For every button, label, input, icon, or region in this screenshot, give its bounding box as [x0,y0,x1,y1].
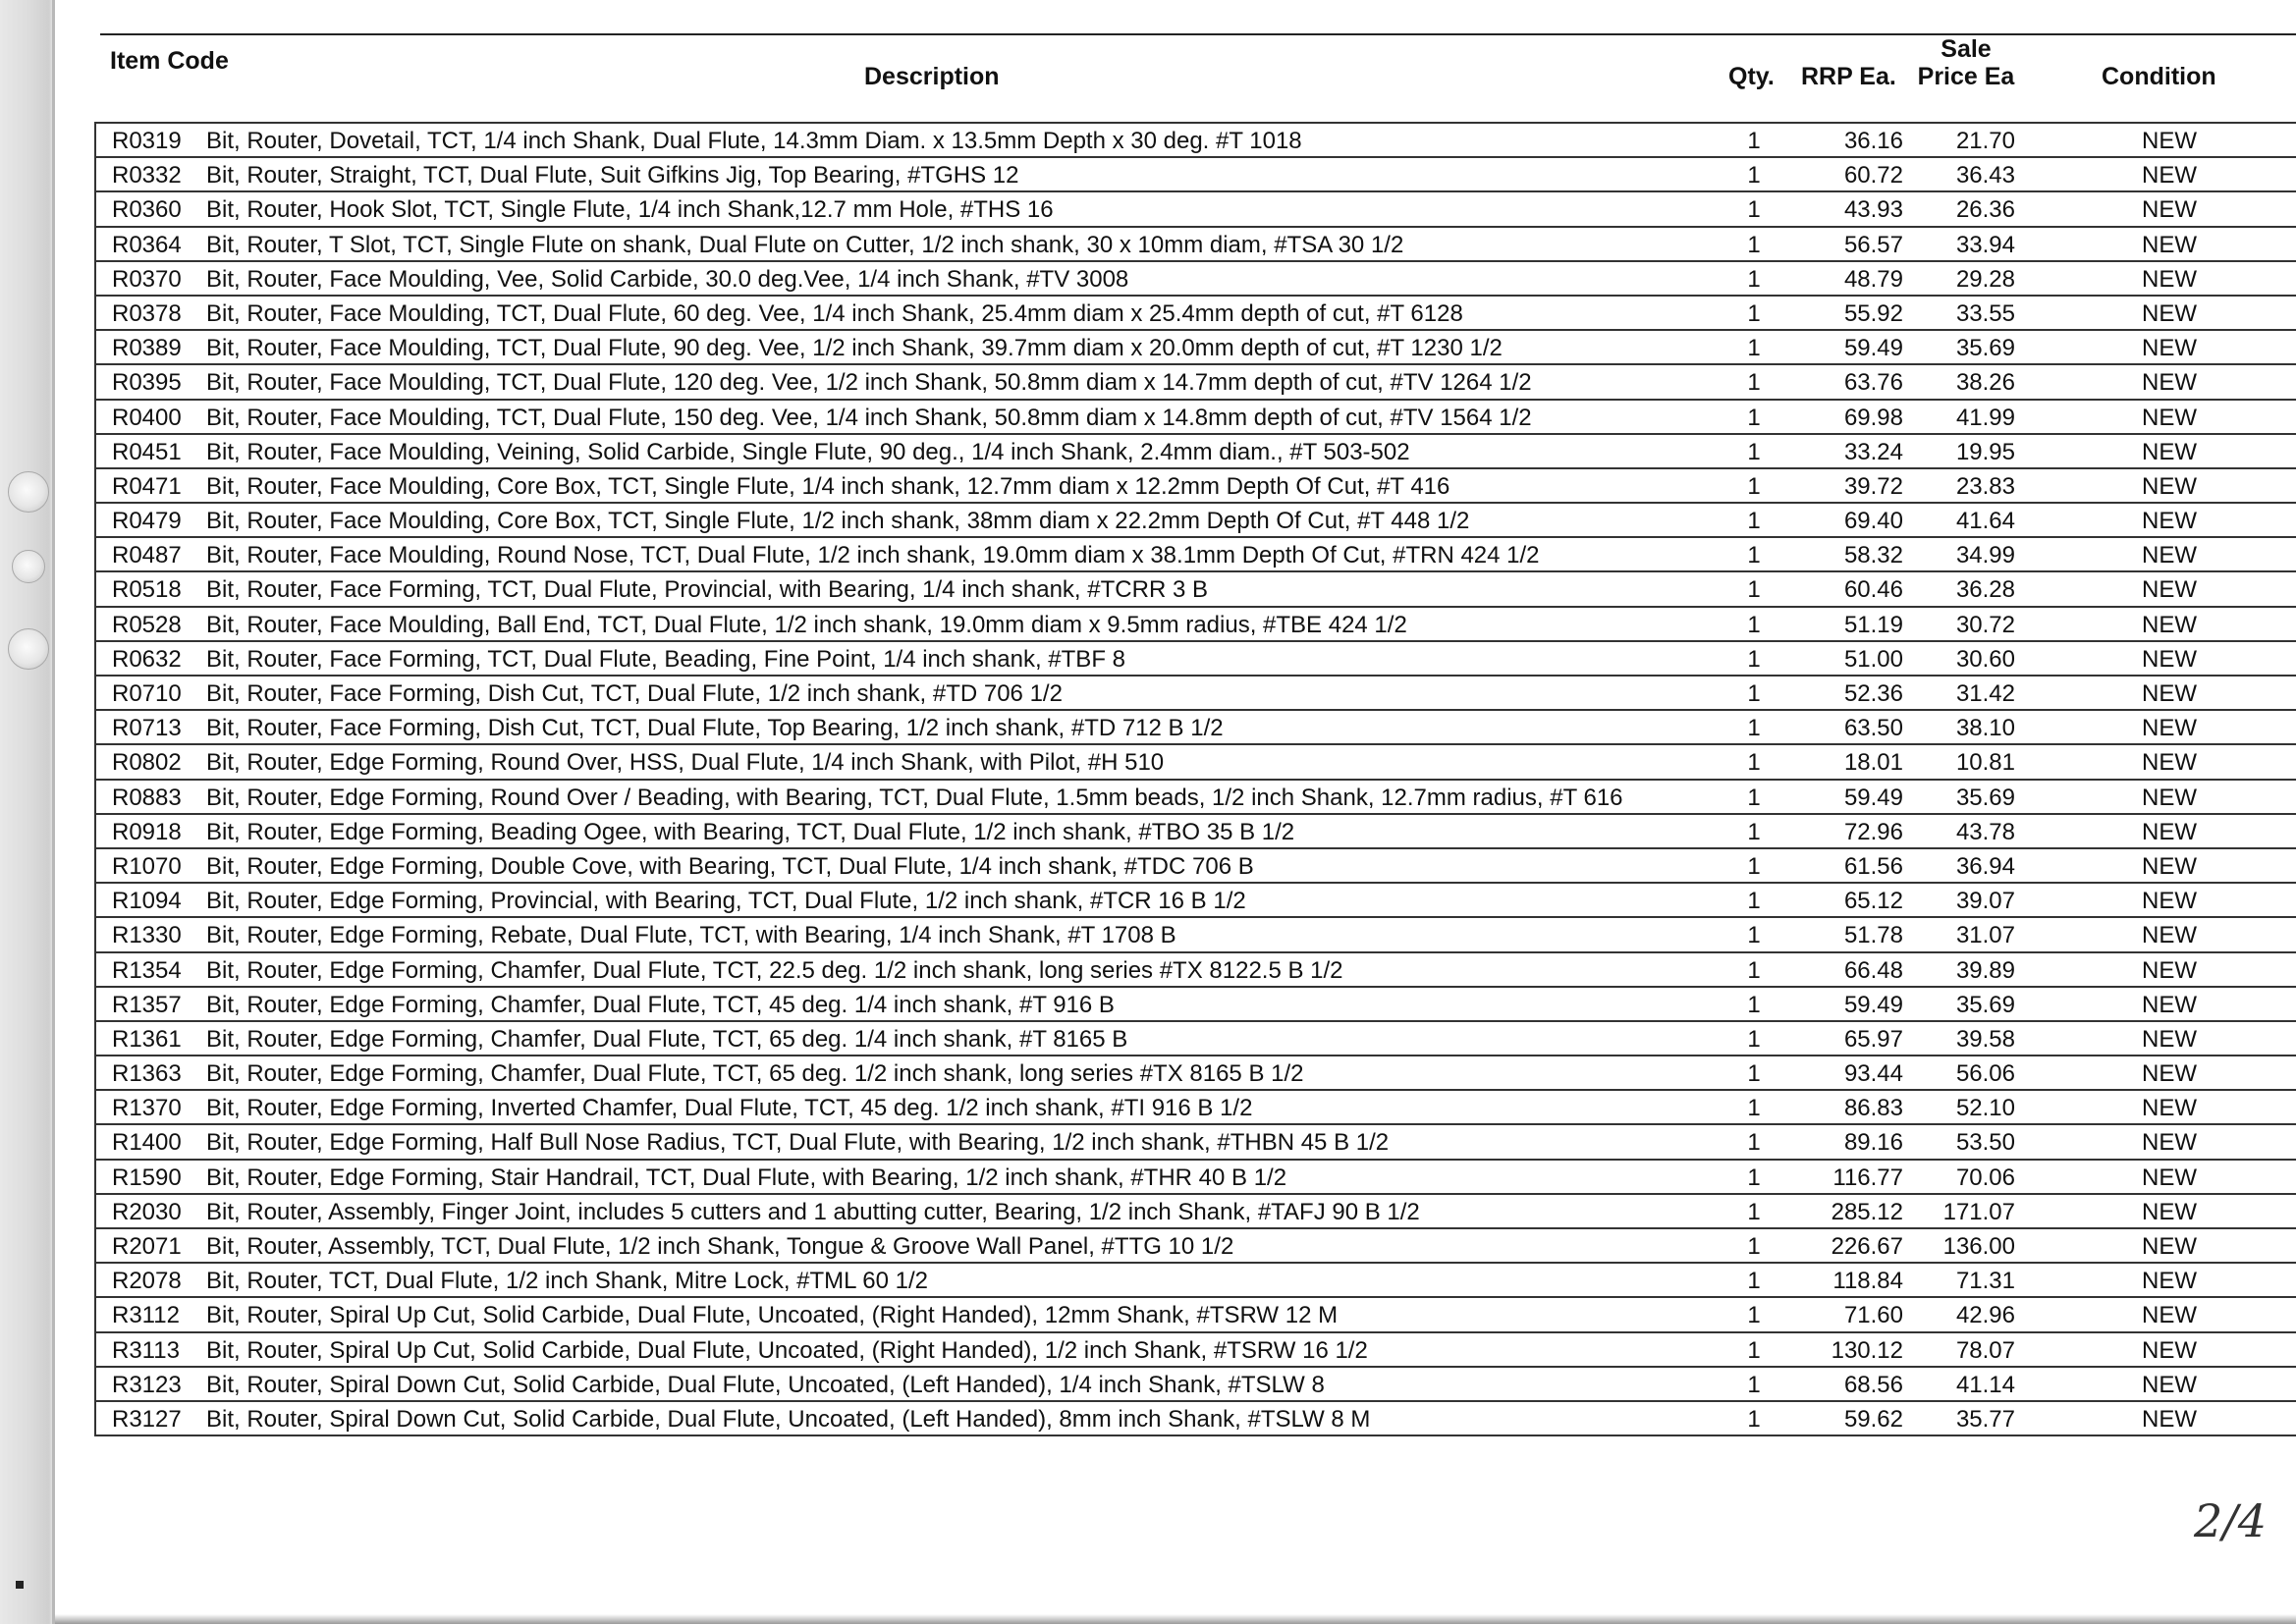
table-row [94,1402,2296,1436]
rrp-cell: 58.32 [1843,542,1903,569]
description-cell: Bit, Router, Edge Forming, Stair Handrail, TCT, Dual Flute, with Bearing, 1/2 inch shank, #THR 40 B 1/2 [206,1164,1287,1191]
description-cell: Bit, Router, Face Moulding, Core Box, TCT, Single Flute, 1/2 inch shank, 38mm diam x 22.2mm Depth Of Cut, #T 448 1/2 [206,508,1470,535]
description-cell: Bit, Router, Face Moulding, Round Nose, TCT, Dual Flute, 1/2 inch shank, 19.0mm diam x 38.1mm Depth Of Cut, #TRN 424 1/2 [206,542,1540,569]
item-code-cell: R2078 [112,1268,182,1295]
condition-cell: NEW [2142,715,2197,742]
item-code-cell: R1070 [112,852,182,880]
condition-cell: NEW [2142,1025,2197,1053]
item-code-cell: R0713 [112,715,182,742]
rrp-cell: 59.62 [1843,1405,1903,1433]
rrp-cell: 68.56 [1843,1371,1903,1398]
table-row [94,988,2296,1022]
item-code-cell: R0370 [112,265,182,293]
sale-price-cell: 29.28 [1955,265,2015,293]
condition-cell: NEW [2142,1268,2197,1295]
item-code-cell: R1590 [112,1164,182,1191]
condition-cell: NEW [2142,680,2197,707]
condition-cell: NEW [2142,749,2197,777]
qty-cell: 1 [1747,818,1761,845]
condition-cell: NEW [2142,231,2197,258]
sale-price-cell: 36.94 [1955,852,2015,880]
table-row [94,884,2296,918]
rrp-cell: 52.36 [1843,680,1903,707]
qty-cell: 1 [1747,231,1761,258]
rrp-cell: 59.49 [1843,991,1903,1018]
condition-cell: NEW [2142,369,2197,397]
sale-price-cell: 19.95 [1955,438,2015,465]
sale-price-cell: 39.89 [1955,956,2015,984]
sale-price-cell: 36.28 [1955,576,2015,604]
condition-cell: NEW [2142,1198,2197,1225]
item-code-cell: R1094 [112,888,182,915]
rrp-cell: 61.56 [1843,852,1903,880]
rrp-cell: 65.12 [1843,888,1903,915]
table-row [94,262,2296,297]
table-row [94,677,2296,711]
table-row [94,331,2296,365]
qty-cell: 1 [1747,1405,1761,1433]
qty-cell: 1 [1747,128,1761,154]
table-row [94,1195,2296,1229]
qty-cell: 1 [1747,749,1761,777]
condition-cell: NEW [2142,1371,2197,1398]
item-code-cell: R1400 [112,1129,182,1157]
item-code-cell: R1357 [112,991,182,1018]
condition-cell: NEW [2142,956,2197,984]
item-code-cell: R0400 [112,404,182,431]
description-cell: Bit, Router, Edge Forming, Chamfer, Dual Flute, TCT, 45 deg. 1/4 inch shank, #T 916 B [206,991,1115,1018]
sale-price-cell: 56.06 [1955,1060,2015,1088]
rrp-cell: 69.98 [1843,404,1903,431]
item-code-cell: R1363 [112,1060,182,1088]
header-description: Description [864,63,1000,90]
sale-price-cell: 21.70 [1955,128,2015,154]
description-cell: Bit, Router, Straight, TCT, Dual Flute, Suit Gifkins Jig, Top Bearing, #TGHS 12 [206,162,1019,189]
description-cell: Bit, Router, Edge Forming, Chamfer, Dual Flute, TCT, 65 deg. 1/2 inch shank, long series #TX 8165 B 1/2 [206,1060,1304,1088]
description-cell: Bit, Router, Hook Slot, TCT, Single Flute, 1/4 inch Shank,12.7 mm Hole, #THS 16 [206,196,1054,224]
qty-cell: 1 [1747,1336,1761,1364]
qty-cell: 1 [1747,335,1761,362]
condition-cell: NEW [2142,438,2197,465]
rrp-cell: 56.57 [1843,231,1903,258]
description-cell: Bit, Router, Edge Forming, Beading Ogee, with Bearing, TCT, Dual Flute, 1/2 inch shank, #TBO 35 B 1/2 [206,818,1295,845]
sale-price-cell: 31.07 [1955,922,2015,949]
sale-price-cell: 30.72 [1955,611,2015,638]
table-row [94,365,2296,400]
header-condition: Condition [2102,63,2216,90]
qty-cell: 1 [1747,1302,1761,1329]
condition-cell: NEW [2142,1164,2197,1191]
description-cell: Bit, Router, Face Moulding, Vee, Solid Carbide, 30.0 deg.Vee, 1/4 inch Shank, #TV 3008 [206,265,1129,293]
item-code-cell: R0395 [112,369,182,397]
rrp-cell: 116.77 [1832,1164,1903,1191]
condition-cell: NEW [2142,128,2197,154]
rrp-cell: 93.44 [1843,1060,1903,1088]
qty-cell: 1 [1747,1371,1761,1398]
sale-price-cell: 33.94 [1955,231,2015,258]
sale-price-cell: 39.58 [1955,1025,2015,1053]
condition-cell: NEW [2142,196,2197,224]
item-code-cell: R3127 [112,1405,182,1433]
description-cell: Bit, Router, Edge Forming, Round Over, HSS, Dual Flute, 1/4 inch Shank, with Pilot, #H 510 [206,749,1165,777]
qty-cell: 1 [1747,1129,1761,1157]
qty-cell: 1 [1747,404,1761,431]
qty-cell: 1 [1747,784,1761,811]
item-code-cell: R0883 [112,784,182,811]
table-row [94,158,2296,192]
qty-cell: 1 [1747,542,1761,569]
item-code-cell: R0518 [112,576,182,604]
rrp-cell: 60.72 [1843,162,1903,189]
table-row [94,711,2296,745]
condition-cell: NEW [2142,576,2197,604]
punch-hole [12,550,45,583]
sale-price-cell: 31.42 [1955,680,2015,707]
condition-cell: NEW [2142,299,2197,327]
table-row [94,1056,2296,1091]
rrp-cell: 39.72 [1843,472,1903,500]
sale-price-cell: 78.07 [1955,1336,2015,1364]
rrp-cell: 60.46 [1843,576,1903,604]
sale-price-cell: 71.31 [1955,1268,2015,1295]
table-row [94,1161,2296,1195]
item-code-cell: R0479 [112,508,182,535]
condition-cell: NEW [2142,1302,2197,1329]
sale-price-cell: 10.81 [1955,749,2015,777]
table-row [94,538,2296,572]
rrp-cell: 36.16 [1843,128,1903,154]
qty-cell: 1 [1747,1268,1761,1295]
table-row [94,469,2296,504]
item-code-cell: R0451 [112,438,182,465]
description-cell: Bit, Router, TCT, Dual Flute, 1/2 inch Shank, Mitre Lock, #TML 60 1/2 [206,1268,928,1295]
description-cell: Bit, Router, Assembly, Finger Joint, includes 5 cutters and 1 abutting cutter, Bearing, 1/2 inch Shank, #TAFJ 90 B 1/2 [206,1198,1420,1225]
sale-price-cell: 171.07 [1942,1198,2015,1225]
punch-hole [8,471,49,513]
item-code-cell: R0389 [112,335,182,362]
condition-cell: NEW [2142,888,2197,915]
description-cell: Bit, Router, Edge Forming, Round Over / Beading, with Bearing, TCT, Dual Flute, 1.5mm beads, 1/2 inch Shank, 12.7mm radius, #T 616 [206,784,1623,811]
description-cell: Bit, Router, Edge Forming, Rebate, Dual Flute, TCT, with Bearing, 1/4 inch Shank, #T 1708 B [206,922,1176,949]
rrp-cell: 59.49 [1843,784,1903,811]
table-row [94,642,2296,677]
description-cell: Bit, Router, Edge Forming, Half Bull Nose Radius, TCT, Dual Flute, with Bearing, 1/2 inch shank, #THBN 45 B 1/2 [206,1129,1390,1157]
page-bottom-edge [55,1614,2296,1624]
item-code-cell: R0364 [112,231,182,258]
table-row [94,1022,2296,1056]
condition-cell: NEW [2142,818,2197,845]
description-cell: Bit, Router, Face Forming, Dish Cut, TCT, Dual Flute, 1/2 inch shank, #TD 706 1/2 [206,680,1063,707]
condition-cell: NEW [2142,1336,2197,1364]
sale-price-cell: 38.10 [1955,715,2015,742]
header-item-code: Item Code [110,47,229,75]
qty-cell: 1 [1747,265,1761,293]
table-row [94,572,2296,607]
qty-cell: 1 [1747,1198,1761,1225]
rrp-cell: 43.93 [1843,196,1903,224]
rrp-cell: 285.12 [1831,1198,1903,1225]
table-row [94,124,2296,158]
description-cell: Bit, Router, Edge Forming, Chamfer, Dual Flute, TCT, 65 deg. 1/4 inch shank, #T 8165 B [206,1025,1128,1053]
qty-cell: 1 [1747,715,1761,742]
description-cell: Bit, Router, Edge Forming, Inverted Chamfer, Dual Flute, TCT, 45 deg. 1/2 inch shank, #TI 916 B 1/2 [206,1095,1253,1122]
item-code-cell: R3112 [112,1302,180,1329]
rrp-cell: 18.01 [1843,749,1903,777]
table-row [94,401,2296,435]
description-cell: Bit, Router, Face Forming, TCT, Dual Flute, Provincial, with Bearing, 1/4 inch shank, #TCRR 3 B [206,576,1208,604]
qty-cell: 1 [1747,922,1761,949]
item-code-cell: R1361 [112,1025,182,1053]
condition-cell: NEW [2142,404,2197,431]
table-row [94,435,2296,469]
condition-cell: NEW [2142,645,2197,673]
qty-cell: 1 [1747,438,1761,465]
item-code-cell: R0802 [112,749,182,777]
qty-cell: 1 [1747,1164,1761,1191]
condition-cell: NEW [2142,922,2197,949]
description-cell: Bit, Router, Face Moulding, Core Box, TCT, Single Flute, 1/4 inch shank, 12.7mm diam x 12.2mm Depth Of Cut, #T 416 [206,472,1450,500]
description-cell: Bit, Router, T Slot, TCT, Single Flute on shank, Dual Flute on Cutter, 1/2 inch shank, 30 x 10mm diam, #TSA 30 1/2 [206,231,1404,258]
item-code-cell: R0332 [112,162,182,189]
sale-price-cell: 39.07 [1955,888,2015,915]
rrp-cell: 63.76 [1843,369,1903,397]
qty-cell: 1 [1747,852,1761,880]
corner-mark [16,1581,24,1589]
rrp-cell: 65.97 [1843,1025,1903,1053]
item-code-cell: R3113 [112,1336,180,1364]
description-cell: Bit, Router, Spiral Down Cut, Solid Carbide, Dual Flute, Uncoated, (Left Handed), 1/4 inch Shank, #TSLW 8 [206,1371,1325,1398]
table-row [94,1125,2296,1160]
description-cell: Bit, Router, Face Moulding, TCT, Dual Flute, 120 deg. Vee, 1/2 inch Shank, 50.8mm diam x 14.7mm depth of cut, #TV 1264 1/2 [206,369,1532,397]
table-row [94,815,2296,849]
item-code-cell: R0378 [112,299,182,327]
rrp-cell: 89.16 [1843,1129,1903,1157]
description-cell: Bit, Router, Edge Forming, Chamfer, Dual Flute, TCT, 22.5 deg. 1/2 inch shank, long series #TX 8122.5 B 1/2 [206,956,1343,984]
qty-cell: 1 [1747,888,1761,915]
rrp-cell: 72.96 [1843,818,1903,845]
table-row [94,608,2296,642]
rrp-cell: 33.24 [1843,438,1903,465]
description-cell: Bit, Router, Spiral Down Cut, Solid Carbide, Dual Flute, Uncoated, (Left Handed), 8mm inch Shank, #TSLW 8 M [206,1405,1371,1433]
table-row [94,918,2296,952]
qty-cell: 1 [1747,956,1761,984]
item-code-cell: R0487 [112,542,182,569]
description-cell: Bit, Router, Spiral Up Cut, Solid Carbide, Dual Flute, Uncoated, (Right Handed), 12mm Shank, #TSRW 12 M [206,1302,1339,1329]
condition-cell: NEW [2142,1060,2197,1088]
rrp-cell: 63.50 [1843,715,1903,742]
table-row [94,953,2296,988]
table-row [94,297,2296,331]
table-row [94,228,2296,262]
condition-cell: NEW [2142,611,2197,638]
description-cell: Bit, Router, Edge Forming, Double Cove, with Bearing, TCT, Dual Flute, 1/4 inch shank, #TDC 706 B [206,852,1254,880]
qty-cell: 1 [1747,508,1761,535]
description-cell: Bit, Router, Face Forming, TCT, Dual Flute, Beading, Fine Point, 1/4 inch shank, #TBF 8 [206,645,1125,673]
item-code-cell: R1330 [112,922,182,949]
rrp-cell: 51.78 [1843,922,1903,949]
item-code-cell: R0710 [112,680,182,707]
condition-cell: NEW [2142,991,2197,1018]
condition-cell: NEW [2142,1129,2197,1157]
rrp-cell: 69.40 [1843,508,1903,535]
qty-cell: 1 [1747,645,1761,673]
sale-price-cell: 35.69 [1955,784,2015,811]
price-table [94,122,2296,1436]
table-row [94,1298,2296,1332]
sale-price-cell: 26.36 [1955,196,2015,224]
qty-cell: 1 [1747,576,1761,604]
qty-cell: 1 [1747,196,1761,224]
condition-cell: NEW [2142,1233,2197,1260]
table-row [94,1229,2296,1264]
item-code-cell: R0632 [112,645,182,673]
qty-cell: 1 [1747,680,1761,707]
table-row [94,781,2296,815]
page-number: 2/4 [2194,1494,2268,1547]
rrp-cell: 66.48 [1843,956,1903,984]
sale-price-cell: 136.00 [1942,1233,2015,1260]
rrp-cell: 51.00 [1843,645,1903,673]
table-row [94,504,2296,538]
sale-price-cell: 42.96 [1955,1302,2015,1329]
qty-cell: 1 [1747,1025,1761,1053]
description-cell: Bit, Router, Assembly, TCT, Dual Flute, 1/2 inch Shank, Tongue & Groove Wall Panel, #TTG 10 1/2 [206,1233,1234,1260]
qty-cell: 1 [1747,991,1761,1018]
condition-cell: NEW [2142,784,2197,811]
sale-price-cell: 30.60 [1955,645,2015,673]
header-rrp: RRP Ea. [1801,63,1896,90]
rrp-cell: 55.92 [1843,299,1903,327]
condition-cell: NEW [2142,1405,2197,1433]
qty-cell: 1 [1747,1233,1761,1260]
table-row [94,1091,2296,1125]
sale-price-cell: 36.43 [1955,162,2015,189]
table-row [94,849,2296,884]
table-row [94,1264,2296,1298]
sale-price-cell: 52.10 [1955,1095,2015,1122]
description-cell: Bit, Router, Face Moulding, Veining, Solid Carbide, Single Flute, 90 deg., 1/4 inch Shank, 2.4mm diam., #T 503-502 [206,438,1410,465]
condition-cell: NEW [2142,508,2197,535]
description-cell: Bit, Router, Spiral Up Cut, Solid Carbide, Dual Flute, Uncoated, (Right Handed), 1/2 inch Shank, #TSRW 16 1/2 [206,1336,1368,1364]
item-code-cell: R0360 [112,196,182,224]
condition-cell: NEW [2142,335,2197,362]
sale-price-cell: 53.50 [1955,1129,2015,1157]
qty-cell: 1 [1747,369,1761,397]
qty-cell: 1 [1747,611,1761,638]
description-cell: Bit, Router, Dovetail, TCT, 1/4 inch Shank, Dual Flute, 14.3mm Diam. x 13.5mm Depth x 30 deg. #T 1018 [206,128,1302,154]
qty-cell: 1 [1747,472,1761,500]
rrp-cell: 86.83 [1843,1095,1903,1122]
sale-price-cell: 41.99 [1955,404,2015,431]
rrp-cell: 48.79 [1843,265,1903,293]
sale-price-cell: 33.55 [1955,299,2015,327]
item-code-cell: R0471 [112,472,182,500]
condition-cell: NEW [2142,1095,2197,1122]
qty-cell: 1 [1747,1060,1761,1088]
table-row [94,1368,2296,1402]
sale-price-cell: 41.14 [1955,1371,2015,1398]
item-code-cell: R0319 [112,128,182,154]
sale-price-cell: 35.77 [1955,1405,2015,1433]
qty-cell: 1 [1747,299,1761,327]
sale-price-cell: 43.78 [1955,818,2015,845]
condition-cell: NEW [2142,265,2197,293]
rrp-cell: 226.67 [1831,1233,1903,1260]
condition-cell: NEW [2142,852,2197,880]
condition-cell: NEW [2142,472,2197,500]
binder-margin [0,0,55,1624]
description-cell: Bit, Router, Face Moulding, TCT, Dual Flute, 60 deg. Vee, 1/4 inch Shank, 25.4mm diam x 25.4mm depth of cut, #T 6128 [206,299,1463,327]
rrp-cell: 118.84 [1832,1268,1903,1295]
table-row [94,745,2296,780]
rrp-cell: 59.49 [1843,335,1903,362]
header-qty: Qty. [1728,63,1775,90]
sale-price-cell: 41.64 [1955,508,2015,535]
sale-price-cell: 34.99 [1955,542,2015,569]
description-cell: Bit, Router, Face Moulding, TCT, Dual Flute, 150 deg. Vee, 1/4 inch Shank, 50.8mm diam x 14.8mm depth of cut, #TV 1564 1/2 [206,404,1532,431]
item-code-cell: R2071 [112,1233,182,1260]
rrp-cell: 71.60 [1843,1302,1903,1329]
condition-cell: NEW [2142,542,2197,569]
rrp-cell: 51.19 [1843,611,1903,638]
item-code-cell: R0918 [112,818,182,845]
qty-cell: 1 [1747,1095,1761,1122]
header-sale-price: Sale Price Ea [1917,35,2015,90]
sale-price-cell: 35.69 [1955,991,2015,1018]
description-cell: Bit, Router, Face Moulding, Ball End, TCT, Dual Flute, 1/2 inch shank, 19.0mm diam x 9.5mm radius, #TBE 424 1/2 [206,611,1407,638]
sale-price-cell: 35.69 [1955,335,2015,362]
table-row [94,1333,2296,1368]
qty-cell: 1 [1747,162,1761,189]
description-cell: Bit, Router, Edge Forming, Provincial, with Bearing, TCT, Dual Flute, 1/2 inch shank, #TCR 16 B 1/2 [206,888,1246,915]
table-row [94,192,2296,227]
sale-price-cell: 23.83 [1955,472,2015,500]
item-code-cell: R1370 [112,1095,182,1122]
sale-price-cell: 70.06 [1955,1164,2015,1191]
item-code-cell: R1354 [112,956,182,984]
item-code-cell: R3123 [112,1371,182,1398]
description-cell: Bit, Router, Face Moulding, TCT, Dual Flute, 90 deg. Vee, 1/2 inch Shank, 39.7mm diam x 20.0mm depth of cut, #T 1230 1/2 [206,335,1503,362]
sale-price-cell: 38.26 [1955,369,2015,397]
description-cell: Bit, Router, Face Forming, Dish Cut, TCT, Dual Flute, Top Bearing, 1/2 inch shank, #TD 712 B 1/2 [206,715,1224,742]
condition-cell: NEW [2142,162,2197,189]
punch-hole [8,628,49,670]
rrp-cell: 130.12 [1831,1336,1903,1364]
item-code-cell: R0528 [112,611,182,638]
item-code-cell: R2030 [112,1198,182,1225]
